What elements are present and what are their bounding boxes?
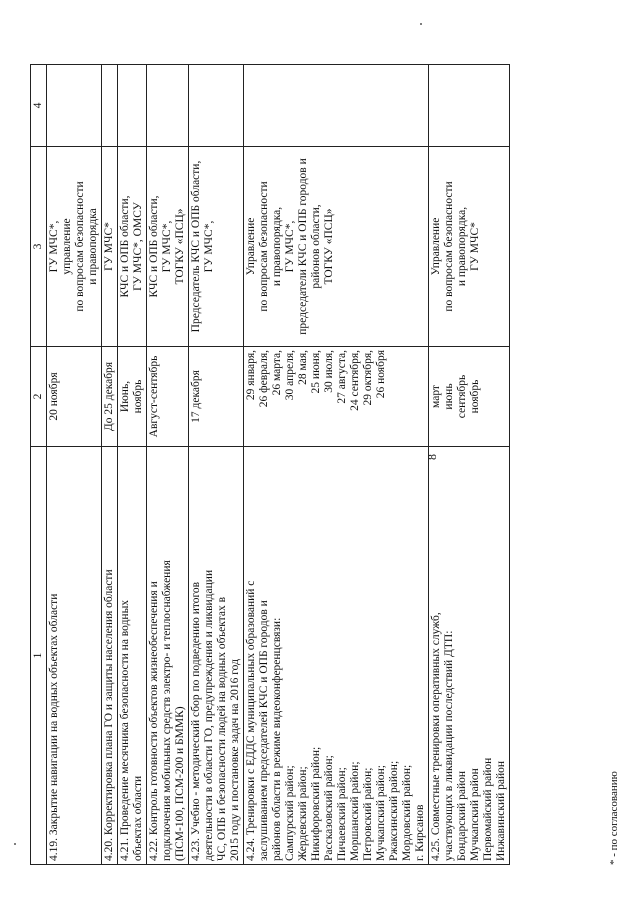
column-number-1: 1 [31,447,47,865]
date-cell-line: 29 января, [245,350,257,401]
responsible-cell-line: и правопорядка, [456,206,468,287]
date-cell [429,347,510,447]
responsible-cell [429,147,510,347]
task-cell-line: (ПСМ-100, ПСМ-200 и БММК) [174,706,186,861]
date-cell-line: ноябрь [132,379,144,414]
column-number-4: 4 [31,65,47,147]
task-cell-line: 4.25. Совместные тренировки оперативных служб, [430,612,442,861]
responsible-cell-line: ГУ МЧС* [469,222,481,271]
date-cell [189,347,244,447]
column-number-3: 3 [31,147,47,347]
task-cell-line: Моршанский район; [349,761,361,861]
date-cell-line: 30 июля, [323,350,335,393]
task-cell-line: 4.19. Закрытие навигации на водных объектах области [48,593,60,861]
task-cell-line: Петровский район; [362,767,374,861]
task-cell-line: Первомайский район [482,757,494,861]
task-cell [244,447,429,865]
date-cell-line: До 25 декабря [103,361,115,432]
date-cell [244,347,429,447]
task-cell-line: г. Кирсанов [414,804,426,861]
responsible-cell-line: и правопорядка [87,208,99,285]
task-cell-line: Мучкапский район [469,768,481,861]
task-cell-line: 4.24. Тренировки с ЕДДС муниципальных образований с [245,580,257,861]
table-row [147,65,189,865]
task-cell-line: ЧС, ОПБ и безопасности людей на водных объектах в [216,596,228,861]
date-cell [102,347,118,447]
note-cell [147,65,189,147]
task-cell-line: 4.21. Проведение месячника безопасности на водных [119,599,131,861]
date-cell-line: 28 мая, [297,350,309,385]
date-cell [147,347,189,447]
responsible-cell-line: и правопорядка, [271,206,283,287]
task-cell-line: Жердевский район; [297,766,309,861]
note-cell [429,65,510,147]
task-cell [102,447,118,865]
date-cell-line: сентябрь [456,374,468,419]
task-cell-line: Пичаевский район; [336,767,348,861]
responsible-cell [47,147,102,347]
task-cell-line: участвующих в ликвидации последствий ДТП: [443,630,455,861]
note-cell [47,65,102,147]
date-cell-line: 25 июня, [310,350,322,394]
task-cell-line: объектах области [132,775,144,861]
task-cell-line: районов области в режиме видеоконференцсвязи: [271,617,283,861]
scan-speck [14,843,16,845]
responsible-cell-line: по вопросам безопасности [443,181,455,312]
date-cell-line: 30 апреля, [284,350,296,401]
date-cell-line: 29 октября, [362,350,374,406]
responsible-cell-line: ГУ МЧС*, [203,220,215,273]
responsible-cell [102,147,118,347]
responsible-cell-line: ГУ МЧС* [103,222,115,271]
task-cell [189,447,244,865]
date-cell-line: 27 августа, [336,350,348,404]
responsible-cell-line: ГУ МЧС*, [161,220,173,273]
responsible-cell-line: по вопросам безопасности [258,181,270,312]
table-row [47,65,102,865]
date-cell-line: 20 ноября [48,372,60,421]
date-cell [118,347,147,447]
responsible-cell-line: по вопросам безопасности [74,181,86,312]
note-cell [102,65,118,147]
responsible-cell-line: ГУ МЧС*, [284,220,296,273]
date-cell-line: 24 сентября, [349,350,361,411]
task-cell-line: Инжавинский район [495,760,507,861]
responsible-cell-line: КЧС и ОПБ области, [119,195,131,298]
date-cell-line: Август-сентябрь [148,355,160,438]
table-row [189,65,244,865]
responsible-cell-line: председатели КЧС и ОПБ городов и [297,158,309,335]
task-cell-line: Ржаксинский район; [388,760,400,861]
responsible-cell [147,147,189,347]
footnote: * - по согласованию [608,771,620,865]
note-cell [189,65,244,147]
responsible-cell [118,147,147,347]
responsible-cell-line: КЧС и ОПБ области, [148,195,160,298]
date-cell-line: Июнь, [119,380,131,413]
responsible-cell-line: ТОГКУ «ПСЦ» [323,208,335,285]
table-row [118,65,147,865]
task-cell [47,447,102,865]
responsible-cell-line: управление [61,218,73,275]
plan-table [30,64,510,865]
task-cell-line: Бондарский район [456,770,468,861]
table-row [429,65,510,865]
task-cell-line: 4.20. Корректировка плана ГО и защиты населения области [103,569,115,861]
task-cell-line: Никифоровский район; [310,746,322,861]
table-row [102,65,118,865]
responsible-cell-line: районов области, [310,204,322,289]
task-cell-line: 4.22. Контроль готовности объектов жизнеобеспечения и [148,581,160,861]
responsible-cell [244,147,429,347]
responsible-cell-line: ГУ МЧС*, [48,220,60,273]
date-cell-line: ноябрь [469,379,481,414]
task-cell [429,447,510,865]
task-cell [147,447,189,865]
date-cell [47,347,102,447]
responsible-cell-line: ТОГКУ «ПСЦ» [174,208,186,285]
page-number: 8 [425,454,439,460]
task-cell-line: деятельности в области ГО, предупреждения и ликвидации [203,569,215,861]
task-cell-line: Сампурский район; [284,765,296,861]
task-cell-line: Мучкапский район; [375,765,387,861]
column-number-row [31,65,47,865]
date-cell-line: 26 марта, [271,350,283,396]
column-number-2: 2 [31,347,47,447]
note-cell [118,65,147,147]
task-cell-line: 4.23. Учебно - методический сбор по подведению итогов [190,581,202,861]
task-cell-line: Мордовский район; [401,764,413,861]
note-cell [244,65,429,147]
task-cell-line: 2015 году и постановке задач на 2016 год [229,659,241,861]
task-cell [118,447,147,865]
responsible-cell-line: Управление [430,217,442,276]
table-row [244,65,429,865]
date-cell-line: 26 ноября [375,350,387,399]
responsible-cell [189,147,244,347]
date-cell-line: 17 декабря [190,370,202,423]
date-cell-line: 26 февраля, [258,350,270,408]
task-cell-line: заслушиванием председателей КЧС и ОПБ городов и [258,600,270,861]
responsible-cell-line: Управление [245,217,257,276]
scan-speck [420,23,422,25]
task-cell-line: Рассказовский район; [323,755,335,861]
date-cell-line: март [430,385,442,408]
date-cell-line: июнь [443,383,455,410]
responsible-cell-line: ГУ МЧС*, ОМСУ [132,202,144,291]
responsible-cell-line: Председатель КЧС и ОПБ области, [190,160,202,333]
task-cell-line: подключения мобильных средств электро- и теплоснабжения [161,560,173,861]
